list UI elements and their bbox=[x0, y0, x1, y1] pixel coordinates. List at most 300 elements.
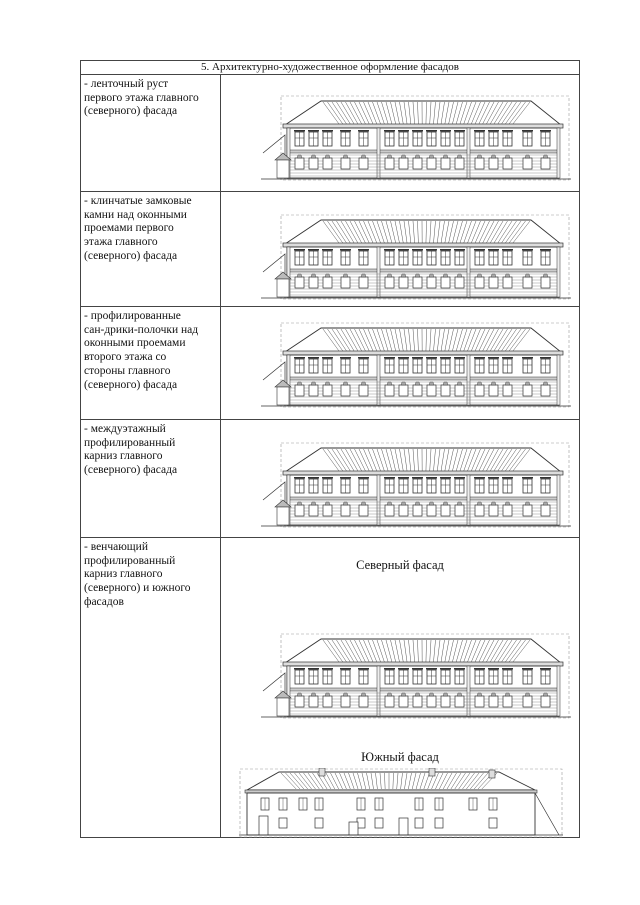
window-sandrik bbox=[384, 130, 395, 132]
table-row-2 bbox=[81, 192, 579, 307]
window-lower bbox=[413, 385, 422, 396]
interfloor-cornice bbox=[287, 497, 559, 500]
keystone bbox=[325, 693, 330, 696]
window-lower bbox=[503, 505, 512, 516]
south-facade-caption: Южный фасад bbox=[361, 750, 439, 764]
window-lower bbox=[503, 277, 512, 288]
keystone bbox=[297, 502, 302, 505]
window-sandrik bbox=[384, 668, 395, 670]
window-lower bbox=[427, 505, 436, 516]
window-lower bbox=[455, 696, 464, 707]
window-lower bbox=[413, 505, 422, 516]
keystone bbox=[525, 693, 530, 696]
keystone bbox=[401, 502, 406, 505]
window-lower bbox=[415, 818, 423, 828]
window-lower bbox=[427, 696, 436, 707]
window-sandrik bbox=[540, 357, 551, 359]
window-lower bbox=[295, 696, 304, 707]
window-lower bbox=[323, 696, 332, 707]
description-line: фасадов bbox=[84, 595, 124, 608]
keystone bbox=[491, 693, 496, 696]
window-lower bbox=[541, 696, 550, 707]
keystone bbox=[477, 693, 482, 696]
roof bbox=[285, 448, 561, 472]
cornice bbox=[283, 662, 563, 666]
window-sandrik bbox=[294, 477, 305, 479]
window-sandrik bbox=[412, 668, 423, 670]
window-sandrik bbox=[426, 357, 437, 359]
entrance-door bbox=[277, 698, 289, 716]
window-sandrik bbox=[426, 249, 437, 251]
north-facade-caption: Северный фасад bbox=[356, 558, 444, 572]
window-lower bbox=[309, 505, 318, 516]
keystone bbox=[387, 693, 392, 696]
window-lower bbox=[441, 696, 450, 707]
keystone bbox=[361, 274, 366, 277]
keystone bbox=[429, 274, 434, 277]
keystone bbox=[325, 382, 330, 385]
window-lower bbox=[489, 696, 498, 707]
window-lower bbox=[385, 158, 394, 169]
description-line: - междуэтажный bbox=[84, 423, 166, 435]
chimney bbox=[429, 768, 435, 776]
window-sandrik bbox=[426, 477, 437, 479]
window-lower bbox=[385, 277, 394, 288]
description-line: этажа главного bbox=[84, 236, 158, 249]
window-sandrik bbox=[340, 130, 351, 132]
window-sandrik bbox=[454, 357, 465, 359]
keystone bbox=[361, 502, 366, 505]
keystone bbox=[505, 693, 510, 696]
keystone bbox=[401, 274, 406, 277]
keystone bbox=[387, 155, 392, 158]
window-lower bbox=[441, 277, 450, 288]
roof bbox=[285, 101, 561, 125]
keystone bbox=[401, 382, 406, 385]
keystone bbox=[491, 274, 496, 277]
window-sandrik bbox=[384, 477, 395, 479]
window-lower bbox=[323, 277, 332, 288]
keystone bbox=[297, 155, 302, 158]
keystone bbox=[401, 155, 406, 158]
keystone bbox=[443, 502, 448, 505]
window-sandrik bbox=[440, 477, 451, 479]
window-sandrik bbox=[398, 477, 409, 479]
keystone bbox=[457, 382, 462, 385]
window-lower bbox=[399, 696, 408, 707]
pilaster bbox=[377, 475, 380, 525]
window-sandrik bbox=[454, 668, 465, 670]
window-sandrik bbox=[488, 477, 499, 479]
window-lower bbox=[359, 505, 368, 516]
window-lower bbox=[341, 277, 350, 288]
description-line: - профилированные bbox=[84, 310, 181, 322]
window-sandrik bbox=[488, 130, 499, 132]
window-sandrik bbox=[308, 130, 319, 132]
keystone bbox=[477, 502, 482, 505]
window-sandrik bbox=[540, 477, 551, 479]
window-lower bbox=[427, 277, 436, 288]
keystone bbox=[505, 502, 510, 505]
window-sandrik bbox=[308, 668, 319, 670]
window-sandrik bbox=[540, 249, 551, 251]
window-sandrik bbox=[294, 357, 305, 359]
description-line: (северного) фасада bbox=[84, 249, 178, 262]
window-lower bbox=[295, 505, 304, 516]
keystone bbox=[361, 155, 366, 158]
window-lower bbox=[441, 505, 450, 516]
window-lower bbox=[523, 277, 532, 288]
row-description bbox=[81, 307, 221, 419]
keystone bbox=[505, 155, 510, 158]
north-facade-drawing bbox=[261, 633, 571, 719]
keystone bbox=[443, 693, 448, 696]
window-sandrik bbox=[454, 130, 465, 132]
window-sandrik bbox=[522, 477, 533, 479]
window-sandrik bbox=[384, 249, 395, 251]
window-lower bbox=[359, 158, 368, 169]
window-lower bbox=[279, 818, 287, 828]
window-sandrik bbox=[358, 668, 369, 670]
keystone bbox=[443, 382, 448, 385]
window-sandrik bbox=[322, 249, 333, 251]
window-sandrik bbox=[398, 249, 409, 251]
window-lower bbox=[413, 158, 422, 169]
keystone bbox=[387, 274, 392, 277]
keystone bbox=[457, 155, 462, 158]
keystone bbox=[491, 502, 496, 505]
keystone bbox=[429, 382, 434, 385]
table-header: 5. Архитектурно-художественное оформление фасадов bbox=[81, 61, 579, 75]
window-lower bbox=[489, 818, 497, 828]
pilaster bbox=[467, 475, 470, 525]
window-sandrik bbox=[474, 249, 485, 251]
keystone bbox=[311, 274, 316, 277]
window-lower bbox=[503, 696, 512, 707]
window-lower bbox=[541, 158, 550, 169]
window-sandrik bbox=[440, 668, 451, 670]
north-facade-drawing bbox=[261, 322, 571, 408]
keystone bbox=[361, 382, 366, 385]
window-lower bbox=[323, 385, 332, 396]
interfloor-cornice bbox=[287, 150, 559, 153]
row-description bbox=[81, 420, 221, 537]
keystone bbox=[505, 382, 510, 385]
pilaster bbox=[377, 128, 380, 178]
window-sandrik bbox=[322, 130, 333, 132]
window-lower bbox=[341, 505, 350, 516]
window-sandrik bbox=[340, 249, 351, 251]
keystone bbox=[429, 155, 434, 158]
facade-table bbox=[80, 60, 580, 838]
window-sandrik bbox=[340, 668, 351, 670]
window-lower bbox=[399, 277, 408, 288]
keystone bbox=[415, 155, 420, 158]
window-lower bbox=[475, 696, 484, 707]
description-line: второго этажа со bbox=[84, 351, 167, 364]
keystone bbox=[415, 274, 420, 277]
window-sandrik bbox=[412, 249, 423, 251]
keystone bbox=[343, 155, 348, 158]
window-sandrik bbox=[358, 249, 369, 251]
window-sandrik bbox=[308, 477, 319, 479]
window-sandrik bbox=[454, 249, 465, 251]
keystone bbox=[325, 274, 330, 277]
window-lower bbox=[359, 277, 368, 288]
window-lower bbox=[385, 505, 394, 516]
entrance-door bbox=[277, 279, 289, 297]
keystone bbox=[343, 502, 348, 505]
description-line: стороны главного bbox=[84, 364, 171, 377]
row-drawing-cell bbox=[221, 75, 579, 191]
pilaster bbox=[557, 355, 560, 405]
keystone bbox=[443, 274, 448, 277]
description-line: профилированный bbox=[84, 436, 176, 449]
keystone bbox=[415, 382, 420, 385]
window-sandrik bbox=[540, 130, 551, 132]
window-lower bbox=[385, 696, 394, 707]
window-lower bbox=[309, 158, 318, 169]
cornice bbox=[283, 351, 563, 355]
window-lower bbox=[503, 158, 512, 169]
keystone bbox=[311, 693, 316, 696]
window-lower bbox=[489, 158, 498, 169]
entrance-door bbox=[277, 387, 289, 405]
window-sandrik bbox=[474, 357, 485, 359]
window-lower bbox=[399, 385, 408, 396]
window-sandrik bbox=[322, 668, 333, 670]
window-sandrik bbox=[308, 249, 319, 251]
keystone bbox=[387, 502, 392, 505]
window-lower bbox=[295, 158, 304, 169]
chimney bbox=[319, 768, 325, 776]
window-sandrik bbox=[440, 249, 451, 251]
window-sandrik bbox=[322, 357, 333, 359]
window-sandrik bbox=[294, 668, 305, 670]
window-sandrik bbox=[398, 130, 409, 132]
window-sandrik bbox=[474, 130, 485, 132]
row-description bbox=[81, 192, 221, 306]
roof bbox=[285, 328, 561, 352]
window-sandrik bbox=[358, 477, 369, 479]
cornice bbox=[245, 790, 537, 793]
window-sandrik bbox=[440, 357, 451, 359]
window-lower bbox=[475, 277, 484, 288]
keystone bbox=[429, 502, 434, 505]
north-facade-drawing bbox=[261, 214, 571, 300]
window-lower bbox=[341, 696, 350, 707]
row-drawing-cell bbox=[221, 538, 579, 838]
cornice bbox=[283, 124, 563, 128]
keystone bbox=[415, 693, 420, 696]
window-lower bbox=[455, 385, 464, 396]
description-line: (северного) фасада bbox=[84, 464, 178, 477]
keystone bbox=[387, 382, 392, 385]
door bbox=[349, 822, 358, 835]
pilaster bbox=[557, 475, 560, 525]
window-lower bbox=[399, 505, 408, 516]
keystone bbox=[525, 382, 530, 385]
row-drawing-cell bbox=[221, 307, 579, 419]
keystone bbox=[477, 382, 482, 385]
window-lower bbox=[309, 385, 318, 396]
description-line: сан-дрики-полочки над bbox=[84, 323, 199, 336]
keystone bbox=[343, 693, 348, 696]
description-line: камни над оконными bbox=[84, 208, 187, 221]
window-lower bbox=[455, 158, 464, 169]
keystone bbox=[343, 274, 348, 277]
cornice bbox=[283, 243, 563, 247]
pilaster bbox=[557, 128, 560, 178]
table-row-1 bbox=[81, 75, 579, 192]
window-sandrik bbox=[340, 477, 351, 479]
window-sandrik bbox=[488, 357, 499, 359]
keystone bbox=[429, 693, 434, 696]
window-lower bbox=[489, 505, 498, 516]
window-sandrik bbox=[398, 357, 409, 359]
window-lower bbox=[441, 385, 450, 396]
window-sandrik bbox=[398, 668, 409, 670]
north-facade-drawing bbox=[261, 442, 571, 528]
window-lower bbox=[523, 505, 532, 516]
window-lower bbox=[489, 277, 498, 288]
south-facade-drawing bbox=[239, 768, 563, 838]
pilaster bbox=[467, 355, 470, 405]
window-lower bbox=[455, 277, 464, 288]
window-sandrik bbox=[502, 249, 513, 251]
window-lower bbox=[359, 696, 368, 707]
window-lower bbox=[341, 385, 350, 396]
window-lower bbox=[541, 385, 550, 396]
window-sandrik bbox=[502, 130, 513, 132]
table-row-3 bbox=[81, 307, 579, 420]
window-sandrik bbox=[488, 249, 499, 251]
keystone bbox=[311, 502, 316, 505]
window-lower bbox=[359, 385, 368, 396]
row-description bbox=[81, 75, 221, 191]
window-lower bbox=[385, 385, 394, 396]
window-sandrik bbox=[294, 249, 305, 251]
keystone bbox=[325, 502, 330, 505]
door bbox=[259, 816, 268, 835]
window-lower bbox=[309, 277, 318, 288]
keystone bbox=[457, 502, 462, 505]
window-lower bbox=[503, 385, 512, 396]
description-line: (северного) фасада bbox=[84, 378, 178, 391]
row-description bbox=[81, 538, 221, 838]
description-line: оконными проемами bbox=[84, 337, 186, 350]
window-sandrik bbox=[502, 477, 513, 479]
keystone bbox=[525, 155, 530, 158]
window-sandrik bbox=[358, 130, 369, 132]
pilaster bbox=[557, 666, 560, 716]
row-drawing-cell bbox=[221, 192, 579, 306]
window-lower bbox=[523, 696, 532, 707]
keystone bbox=[343, 382, 348, 385]
window-lower bbox=[427, 158, 436, 169]
pilaster bbox=[467, 128, 470, 178]
window-sandrik bbox=[488, 668, 499, 670]
description-line: - ленточный руст bbox=[84, 78, 169, 90]
keystone bbox=[477, 155, 482, 158]
window-sandrik bbox=[474, 477, 485, 479]
description-line: - венчающий bbox=[84, 541, 148, 553]
pilaster bbox=[557, 247, 560, 297]
window-sandrik bbox=[294, 130, 305, 132]
window-lower bbox=[315, 818, 323, 828]
window-lower bbox=[323, 505, 332, 516]
description-line: - клинчатые замковые bbox=[84, 195, 192, 207]
keystone bbox=[401, 693, 406, 696]
description-line: (северного) и южного bbox=[84, 582, 191, 595]
keystone bbox=[491, 382, 496, 385]
keystone bbox=[297, 382, 302, 385]
keystone bbox=[543, 382, 548, 385]
north-facade-drawing bbox=[261, 95, 571, 181]
keystone bbox=[311, 155, 316, 158]
entrance-door bbox=[277, 160, 289, 178]
window-lower bbox=[413, 277, 422, 288]
cornice bbox=[283, 471, 563, 475]
window-lower bbox=[413, 696, 422, 707]
roof bbox=[285, 639, 561, 663]
window-sandrik bbox=[522, 249, 533, 251]
description-line: (северного) фасада bbox=[84, 105, 178, 118]
keystone bbox=[491, 155, 496, 158]
window-sandrik bbox=[474, 668, 485, 670]
keystone bbox=[525, 502, 530, 505]
window-lower bbox=[523, 158, 532, 169]
window-sandrik bbox=[358, 357, 369, 359]
window-sandrik bbox=[540, 668, 551, 670]
keystone bbox=[477, 274, 482, 277]
chimney bbox=[489, 770, 495, 778]
keystone bbox=[325, 155, 330, 158]
description-line: первого этажа главного bbox=[84, 91, 199, 104]
interfloor-cornice bbox=[287, 269, 559, 272]
entrance-door bbox=[277, 507, 289, 525]
door bbox=[399, 818, 408, 835]
window-lower bbox=[475, 158, 484, 169]
roof bbox=[285, 220, 561, 244]
keystone bbox=[543, 274, 548, 277]
keystone bbox=[525, 274, 530, 277]
pilaster bbox=[467, 247, 470, 297]
description-line: карниз главного bbox=[84, 568, 163, 581]
row-drawing-cell bbox=[221, 420, 579, 537]
window-sandrik bbox=[340, 357, 351, 359]
window-lower bbox=[441, 158, 450, 169]
window-lower bbox=[427, 385, 436, 396]
window-lower bbox=[323, 158, 332, 169]
window-sandrik bbox=[426, 130, 437, 132]
keystone bbox=[443, 155, 448, 158]
table-row-5 bbox=[81, 538, 579, 838]
window-sandrik bbox=[412, 477, 423, 479]
window-lower bbox=[475, 385, 484, 396]
keystone bbox=[361, 693, 366, 696]
window-lower bbox=[541, 277, 550, 288]
window-lower bbox=[523, 385, 532, 396]
window-lower bbox=[475, 505, 484, 516]
keystone bbox=[543, 502, 548, 505]
window-lower bbox=[295, 277, 304, 288]
side-slope bbox=[535, 793, 559, 835]
window-lower bbox=[455, 505, 464, 516]
description-line: проемами первого bbox=[84, 222, 174, 235]
description-line: карниз главного bbox=[84, 450, 163, 463]
window-sandrik bbox=[522, 668, 533, 670]
